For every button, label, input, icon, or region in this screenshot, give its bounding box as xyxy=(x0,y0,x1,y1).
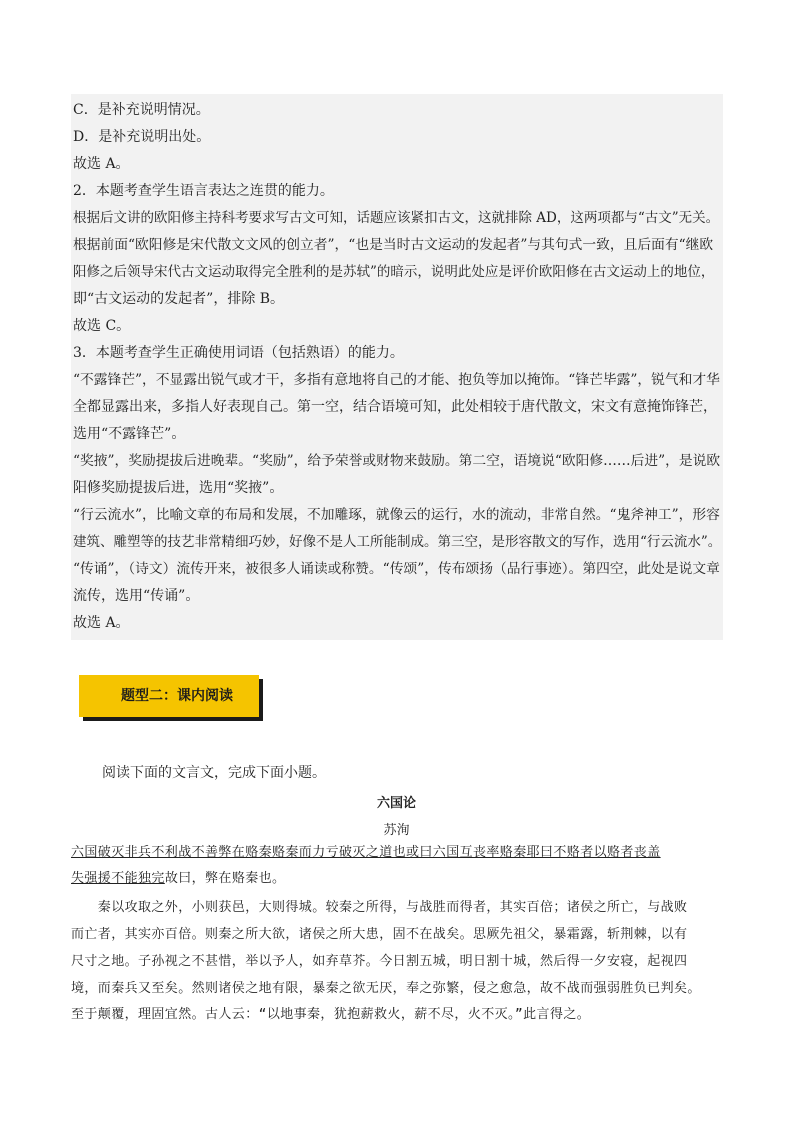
answer-explanation-box xyxy=(71,94,723,640)
passage-line: 秦以攻取之外，小则获邑，大则得城。较秦之所得，与战胜而得者，其实百倍；诸侯之所亡，与战败 xyxy=(71,900,688,915)
answer-line: “奖掖”，奖励提拔后进晚辈。“奖励”，给予荣誉或财物来鼓励。第二空，语境说“欧阳修……后进”，是说欧 xyxy=(73,453,721,469)
answer-line: 3．本题考查学生正确使用词语（包括熟语）的能力。 xyxy=(73,345,404,361)
underlined-sentence: 六国破灭非兵不利战不善弊在赂秦赂秦而力亏破灭之道也或曰六国互丧率赂秦耶曰不赂者以赂者丧盖 xyxy=(71,845,661,860)
passage-line xyxy=(71,845,661,861)
underlined-sentence: 失强援不能独完 xyxy=(71,871,165,886)
answer-line: 选用“不露锋芒”。 xyxy=(73,426,186,442)
section-tag-label: 题型二：课内阅读 xyxy=(79,675,259,717)
reading-instruction: 阅读下面的文言文，完成下面小题。 xyxy=(102,765,326,781)
answer-line: 故选 A。 xyxy=(73,615,130,631)
answer-line: 2．本题考查学生语言表达之连贯的能力。 xyxy=(73,183,334,199)
answer-line: 故选 C。 xyxy=(73,318,131,334)
answer-line: 阳修之后领导宋代古文运动取得完全胜利的是苏轼”的暗示，说明此处应是评价欧阳修在古文运动上的地位， xyxy=(73,264,715,280)
passage-line xyxy=(71,871,285,887)
text-author: 苏洵 xyxy=(383,823,410,838)
answer-line: 阳修奖励提拔后进，选用“奖掖”。 xyxy=(73,480,284,496)
answer-line: “不露锋芒”，不显露出锐气或才干，多指有意地将自己的才能、抱负等加以掩饰。“锋芒毕露”，锐气和才华 xyxy=(73,372,720,388)
answer-line: 流传，选用“传诵”。 xyxy=(73,588,200,604)
answer-line: 建筑、雕塑等的技艺非常精细巧妙，好像不是人工所能制成。第三空，是形容散文的写作，选用“行云流水”。 xyxy=(73,534,722,550)
answer-line: 根据前面“欧阳修是宋代散文文风的创立者”，“也是当时古文运动的发起者”与其句式一致，且后面有“继欧 xyxy=(73,237,714,253)
passage-line: 至于颠覆，理固宜然。古人云：“以地事秦，犹抱薪救火，薪不尽，火不灭。”此言得之。 xyxy=(71,1007,591,1022)
passage-line: 而亡者，其实亦百倍。则秦之所大欲，诸侯之所大患，固不在战矣。思厥先祖父，暴霜露，斩荆棘，以有 xyxy=(71,927,688,942)
text-title: 六国论 xyxy=(376,796,416,811)
answer-line: C．是补充说明情况。 xyxy=(73,102,210,118)
passage-line: 尺寸之地。子孙视之不甚惜，举以予人，如弃草芥。今日割五城，明日割十城，然后得一夕安寝，起视四 xyxy=(71,954,688,969)
answer-line: D．是补充说明出处。 xyxy=(73,129,211,145)
answer-line: 全都显露出来，多指人好表现自己。第一空，结合语境可知，此处相较于唐代散文，宋文有意掩饰锋芒， xyxy=(73,399,717,415)
answer-line: “行云流水”，比喻文章的布局和发展，不加雕琢，就像云的运行，水的流动，非常自然。“鬼斧神工”，形容 xyxy=(73,507,720,523)
answer-line: 故选 A。 xyxy=(73,156,130,172)
answer-line: 根据后文讲的欧阳修主持科考要求写古文可知，话题应该紧扣古文，这就排除 AD，这两项都与“古文”无关。 xyxy=(73,210,720,226)
passage-text: 故曰，弊在赂秦也。 xyxy=(164,871,286,886)
answer-line: “传诵”，（诗文）流传开来，被很多人诵读或称赞。“传颂”，传布颂扬（品行事迹）。第四空，此处是说文章 xyxy=(73,561,720,577)
answer-line: 即“古文运动的发起者”，排除 B。 xyxy=(73,291,285,307)
section-tag xyxy=(79,675,261,720)
passage-line: 境，而秦兵又至矣。然则诸侯之地有限，暴秦之欲无厌，奉之弥繁，侵之愈急，故不战而强弱胜负已判矣。 xyxy=(71,981,701,996)
